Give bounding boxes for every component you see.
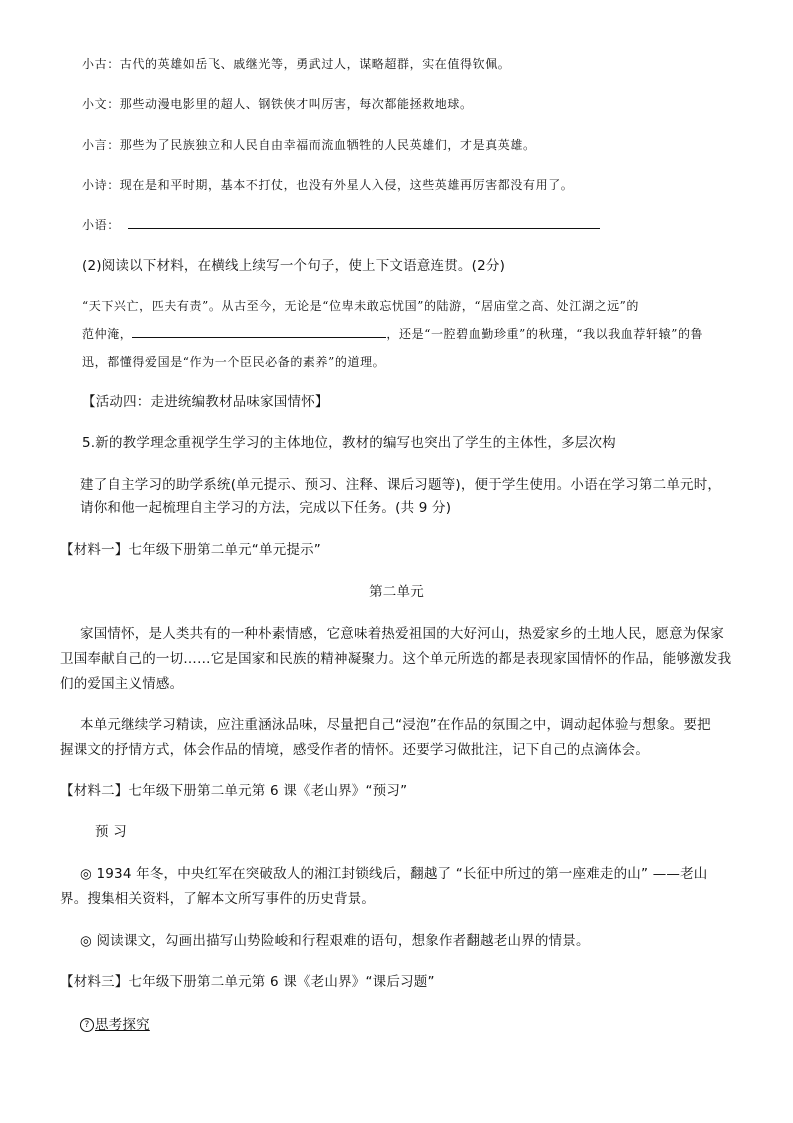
opinion-xiaogu: 小古：古代的英雄如岳飞、戚继光等，勇武过人，谋略超群，实在值得钦佩。	[82, 57, 511, 71]
preview-item2: ◎ 阅读课文，勾画出描写山势险峻和行程艰难的语句，想象作者翻越老山界的情景。	[80, 933, 590, 949]
material1-p1-l3: 们的爱国主义情感。	[60, 676, 184, 692]
material2-header: 【材料二】七年级下册第二单元第 6 课《老山界》“预习”	[60, 783, 408, 799]
activity4-title: 【活动四：走进统编教材品味家国情怀】	[82, 394, 329, 410]
think-explore	[80, 1015, 150, 1035]
unit-title: 第二单元	[369, 584, 424, 600]
think-explore-label: 思考探究	[95, 1017, 150, 1033]
opinion-xiaowen: 小文：那些动漫电影里的超人、钢铁侠才叫厉害，每次都能拯救地球。	[82, 97, 473, 111]
q2-line2	[82, 324, 703, 344]
material1-header: 【材料一】七年级下册第二单元“单元提示”	[60, 542, 321, 558]
answer-blank-1[interactable]	[128, 215, 600, 229]
q5-line1: 5.新的教学理念重视学生学习的主体地位，教材的编写也突出了学生的主体性，多层次构	[82, 435, 616, 451]
q2-line3: 迅，都懂得爱国是“作为一个臣民必备的素养”的道理。	[82, 355, 386, 369]
material1-p2-l2: 握课文的抒情方式，体会作品的情境，感受作者的情怀。还要学习做批注，记下自己的点滴体会。	[60, 742, 650, 758]
preview-item1-l1: ◎ 1934 年冬，中央红军在突破敌人的湘江封锁线后，翻越了 “长征中所过的第一座难走的山” ——老山	[80, 866, 708, 882]
q5-line2: 建了自主学习的助学系统(单元提示、预习、注释、课后习题等)，便于学生使用。小语在学习第二单元时，	[80, 477, 722, 493]
material1-p1-l2: 卫国奉献自己的一切……它是国家和民族的精神凝聚力。这个单元所选的都是表现家国情怀的作品，能够激发我	[60, 651, 732, 667]
preview-section-title: 预 习	[95, 824, 127, 840]
opinion-xiaoshi: 小诗：现在是和平时期，基本不打仗，也没有外星人入侵，这些英雄再厉害都没有用了。	[82, 178, 574, 192]
question-circle-icon: ?	[80, 1018, 94, 1032]
answer-blank-2[interactable]	[132, 324, 386, 338]
xiaoyu-label: 小语：	[82, 218, 120, 232]
q2-line2-end: ，还是“一腔碧血勤珍重”的秋瑾，“我以我血荐轩辕”的鲁	[386, 327, 704, 341]
material1-p1-l1: 家国情怀，是人类共有的一种朴素情感，它意味着热爱祖国的大好河山，热爱家乡的土地人民，愿意为保家	[80, 626, 724, 642]
q2-line1: “天下兴亡，匹夫有责”。从古至今，无论是“位卑未敢忘忧国”的陆游，“居庙堂之高、处江湖之远”的	[82, 299, 640, 313]
material1-p2-l1: 本单元继续学习精读，应注重涵泳品味，尽量把自己“浸泡”在作品的氛围之中，调动起体验与想象。要把	[80, 717, 711, 733]
material3-header: 【材料三】七年级下册第二单元第 6 课《老山界》“课后习题”	[60, 974, 435, 990]
opinion-xiaoyan: 小言：那些为了民族独立和人民自由幸福而流血牺牲的人民英雄们，才是真英雄。	[82, 138, 536, 152]
q2-line2-start: 范仲淹，	[82, 327, 133, 341]
opinion-xiaoyu	[82, 215, 600, 235]
q2-prompt: (2)阅读以下材料，在横线上续写一个句子，使上下文语意连贯。(2分)	[82, 258, 506, 274]
preview-item1-l2: 界。搜集相关资料，了解本文所写事件的历史背景。	[60, 891, 376, 907]
q5-line3: 请你和他一起梳理自主学习的方法，完成以下任务。(共 9 分)	[80, 500, 452, 516]
